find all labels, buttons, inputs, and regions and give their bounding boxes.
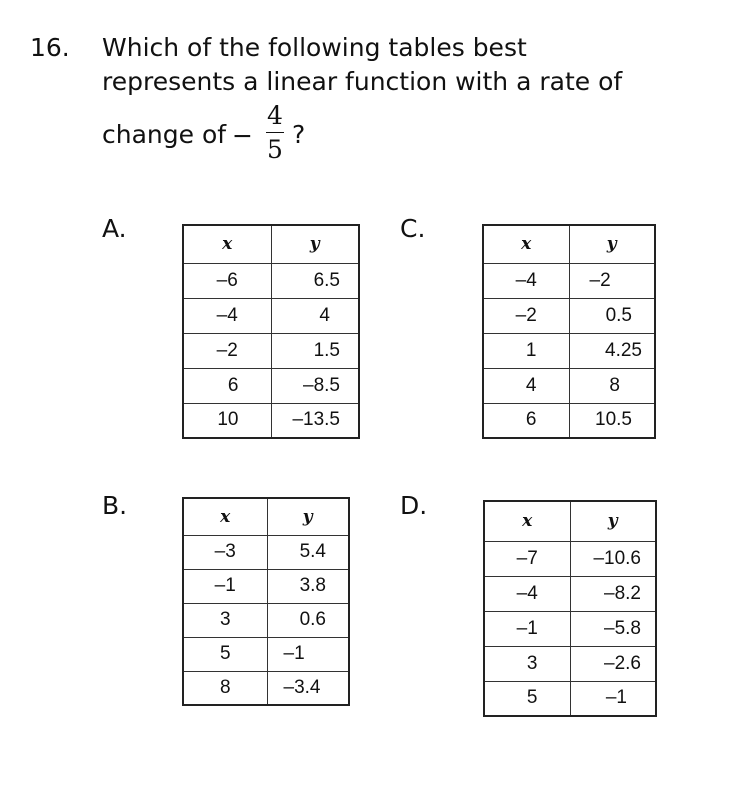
question-mark: ? [292,120,306,149]
cell-y: –3.4 [267,671,349,705]
cell-y: 4 [271,298,359,333]
cell-y: 1.5 [271,333,359,368]
cell-y: 5.4 [267,535,349,569]
header-y: y [267,498,349,535]
cell-x: 4 [483,368,569,403]
rate-fraction [258,102,292,164]
cell-y: –8.2 [570,576,656,611]
cell-x: –7 [484,541,570,576]
option-a-label[interactable]: A. [102,214,127,243]
question-number: 16. [30,33,70,62]
fraction-denominator: 5 [267,135,283,164]
cell-x: 5 [183,637,267,671]
header-x: x [183,498,267,535]
header-y: y [569,225,655,263]
header-y: y [271,225,359,263]
cell-x: 3 [484,646,570,681]
cell-x: 6 [483,403,569,438]
cell-y: –1 [570,681,656,716]
option-b-label[interactable]: B. [102,491,128,520]
option-d-label[interactable]: D. [400,491,428,520]
cell-y: –10.6 [570,541,656,576]
cell-y: 10.5 [569,403,655,438]
header-x: x [484,501,570,541]
cell-y: 8 [569,368,655,403]
cell-x: –3 [183,535,267,569]
cell-y: –13.5 [271,403,359,438]
fraction-sign: − [232,121,253,150]
cell-x: –6 [183,263,271,298]
cell-y: 0.6 [267,603,349,637]
cell-x: 1 [483,333,569,368]
fraction-bar [266,132,284,133]
question-line-1: Which of the following tables best [102,33,527,62]
cell-y: –5.8 [570,611,656,646]
option-c-table [482,224,656,439]
cell-x: –2 [483,298,569,333]
cell-x: 6 [183,368,271,403]
cell-y: –1 [267,637,349,671]
option-d-table [483,500,657,717]
header-y: y [570,501,656,541]
cell-x: 3 [183,603,267,637]
cell-x: 8 [183,671,267,705]
cell-y: 6.5 [271,263,359,298]
cell-y: 3.8 [267,569,349,603]
cell-y: 4.25 [569,333,655,368]
question-line-3: change of [102,120,227,149]
option-c-label[interactable]: C. [400,214,426,243]
cell-x: –4 [183,298,271,333]
header-x: x [183,225,271,263]
question-line-2: represents a linear function with a rate of [102,67,623,96]
cell-y: –8.5 [271,368,359,403]
cell-x: –4 [483,263,569,298]
cell-x: –2 [183,333,271,368]
cell-x: –1 [183,569,267,603]
cell-x: –1 [484,611,570,646]
cell-y: –2 [569,263,655,298]
cell-x: –4 [484,576,570,611]
cell-x: 10 [183,403,271,438]
header-x: x [483,225,569,263]
option-a-table [182,224,360,439]
option-b-table [182,497,350,706]
cell-x: 5 [484,681,570,716]
cell-y: –2.6 [570,646,656,681]
fraction-numerator: 4 [267,101,283,130]
cell-y: 0.5 [569,298,655,333]
